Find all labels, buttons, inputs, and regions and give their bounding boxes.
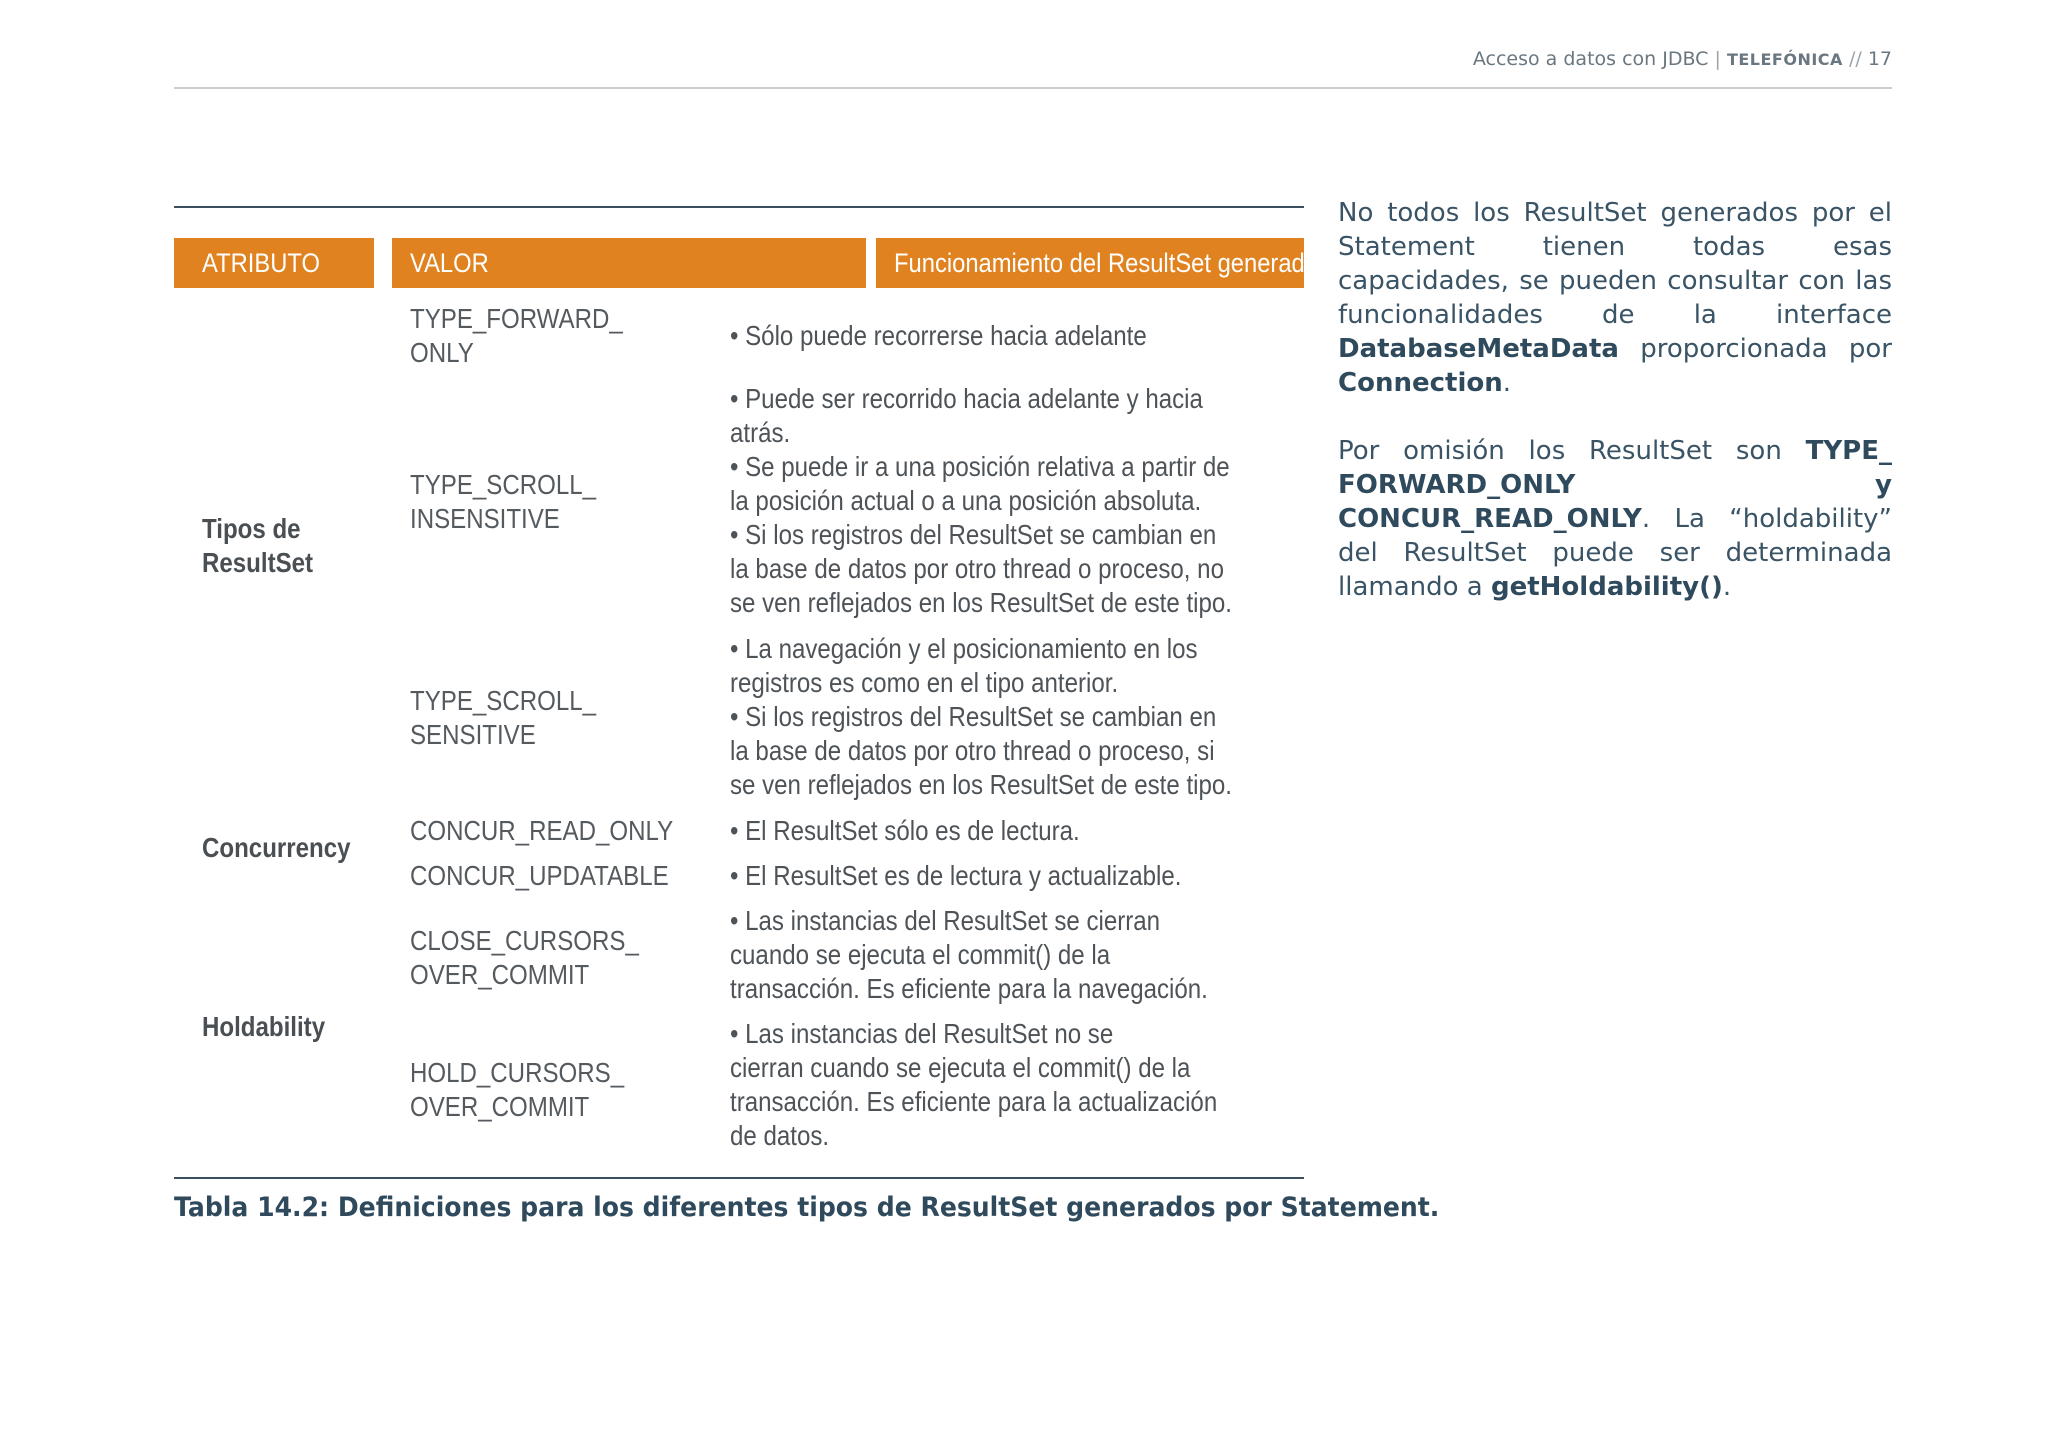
table-row-value: TYPE_SCROLL_ SENSITIVE xyxy=(410,685,597,750)
column-header-funcionamiento: Funcionamiento del ResultSet generado xyxy=(876,238,1304,288)
table-bottom-rule xyxy=(174,1177,1304,1179)
table-row-description: • Sólo puede recorrerse hacia adelante xyxy=(730,320,1147,351)
table-row-description: • El ResultSet es de lectura y actualizable. xyxy=(730,860,1182,891)
table-row-value: CLOSE_CURSORS_ OVER_COMMIT xyxy=(410,925,639,990)
document-title: Acceso a datos con JDBC xyxy=(1472,48,1709,70)
table-row-description: • Puede ser recorrido hacia adelante y hacia atrás. • Se puede ir a una posición relativa a partir de la posición actual o a una posición absoluta. • Si los registros del ResultSet se cambian en la base de datos por otro thread o proceso, no se ven reflejados en los ResultSet de este tipo. xyxy=(730,383,1232,618)
table-row-value: HOLD_CURSORS_ OVER_COMMIT xyxy=(410,1057,625,1122)
column-header-atributo: ATRIBUTO xyxy=(174,238,374,288)
column-header-valor: VALOR xyxy=(392,238,866,288)
group-label-concurrency: Concurrency xyxy=(202,832,351,863)
header-separator: | xyxy=(1714,48,1721,70)
table-row-value: CONCUR_UPDATABLE xyxy=(410,860,669,891)
side-paragraph-2: Por omisión los ResultSet son TYPE_ FORWARD_ONLY y CONCUR_READ_ONLY. La “holdability” del ResultSet puede ser determinada llamando a getHoldability(). xyxy=(1338,436,1892,602)
table-row-description: • El ResultSet sólo es de lectura. xyxy=(730,815,1080,846)
brand-name: TELEFÓNICA xyxy=(1726,50,1843,69)
group-label-holdability: Holdability xyxy=(202,1011,326,1042)
header-divider xyxy=(174,87,1892,89)
table-caption: Tabla 14.2: Definiciones para los diferentes tipos de ResultSet generados por Statement. xyxy=(174,1192,1440,1223)
table-row-description: • La navegación y el posicionamiento en los registros es como en el tipo anterior. • Si los registros del ResultSet se cambian en la base de datos por otro thread o proceso, si se ven reflejados en los ResultSet de este tipo. xyxy=(730,633,1232,800)
group-label-tipos: Tipos de ResultSet xyxy=(202,513,314,578)
running-header xyxy=(174,48,1892,70)
table-row-description: • Las instancias del ResultSet no se cierran cuando se ejecuta el commit() de la transacción. Es eficiente para la actualización de datos. xyxy=(730,1018,1218,1151)
side-paragraph-1: No todos los ResultSet generados por el Statement tienen todas esas capacidades, se pueden consultar con las funcionalidades de la interface DatabaseMetaData proporcionada por Connection. xyxy=(1338,198,1892,398)
table-row-value: TYPE_SCROLL_ INSENSITIVE xyxy=(410,469,597,534)
table-top-rule xyxy=(174,206,1304,208)
table-row-description: • Las instancias del ResultSet se cierran cuando se ejecuta el commit() de la transacción. Es eficiente para la navegación. xyxy=(730,905,1208,1004)
table-row-value: CONCUR_READ_ONLY xyxy=(410,815,674,846)
page-number: 17 xyxy=(1867,48,1892,70)
table-row-value: TYPE_FORWARD_ ONLY xyxy=(410,303,623,368)
header-separator-2: // xyxy=(1848,48,1862,70)
side-text xyxy=(1338,196,1892,604)
